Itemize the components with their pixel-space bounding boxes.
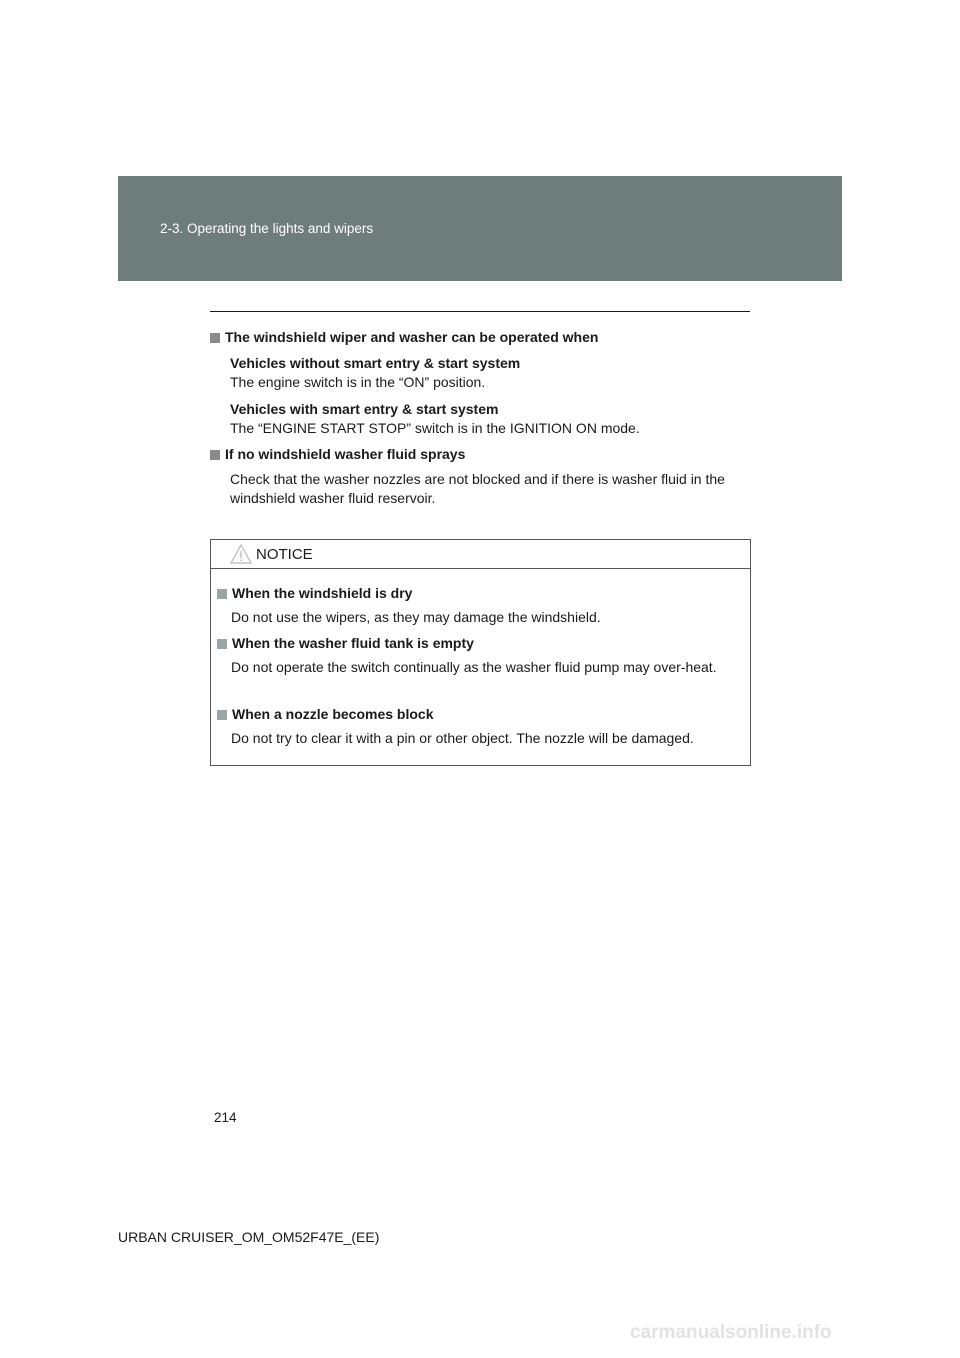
- notice-header: [211, 540, 750, 569]
- heading-text: When the washer fluid tank is empty: [232, 635, 474, 651]
- notice-heading: [217, 584, 412, 603]
- paragraph: Check that the washer nozzles are not blocked and if there is washer fluid in the windshield washer fluid reservoir.: [230, 471, 725, 506]
- notice-box: [210, 539, 751, 766]
- heading-text: When a nozzle becomes block: [232, 706, 434, 722]
- square-bullet-icon: [217, 710, 227, 720]
- notice-title: NOTICE: [256, 546, 313, 563]
- heading-text: If no windshield washer fluid sprays: [225, 446, 466, 462]
- square-bullet-icon: [210, 333, 220, 343]
- notice-heading: [217, 705, 434, 724]
- notice-text: Do not operate the switch continually as the washer fluid pump may over-heat.: [231, 659, 717, 675]
- notice-text: Do not use the wipers, as they may damage the windshield.: [231, 609, 601, 625]
- item-text: The engine switch is in the “ON” position.: [230, 374, 486, 390]
- item-block: [230, 354, 750, 392]
- item-label: Vehicles with smart entry & start system: [230, 401, 499, 417]
- watermark: carmanualsonline.info: [630, 1322, 832, 1343]
- square-bullet-icon: [217, 589, 227, 599]
- notice-text: Do not try to clear it with a pin or other object. The nozzle will be damaged.: [231, 730, 694, 746]
- item-text: The “ENGINE START STOP” switch is in the IGNITION ON mode.: [230, 420, 640, 436]
- section-heading: [210, 445, 465, 464]
- section-heading: [210, 328, 598, 347]
- warning-triangle-icon: [230, 544, 252, 564]
- item-label: Vehicles without smart entry & start system: [230, 355, 521, 371]
- notice-heading: [217, 634, 474, 653]
- section-title: 2-3. Operating the lights and wipers: [160, 221, 374, 236]
- document-id: URBAN CRUISER_OM_OM52F47E_(EE): [118, 1229, 380, 1245]
- square-bullet-icon: [210, 450, 220, 460]
- square-bullet-icon: [217, 639, 227, 649]
- divider: [210, 311, 750, 312]
- item-block: [230, 400, 750, 438]
- heading-text: When the windshield is dry: [232, 585, 413, 601]
- heading-text: The windshield wiper and washer can be operated when: [225, 329, 599, 345]
- page-number: 214: [214, 1110, 237, 1125]
